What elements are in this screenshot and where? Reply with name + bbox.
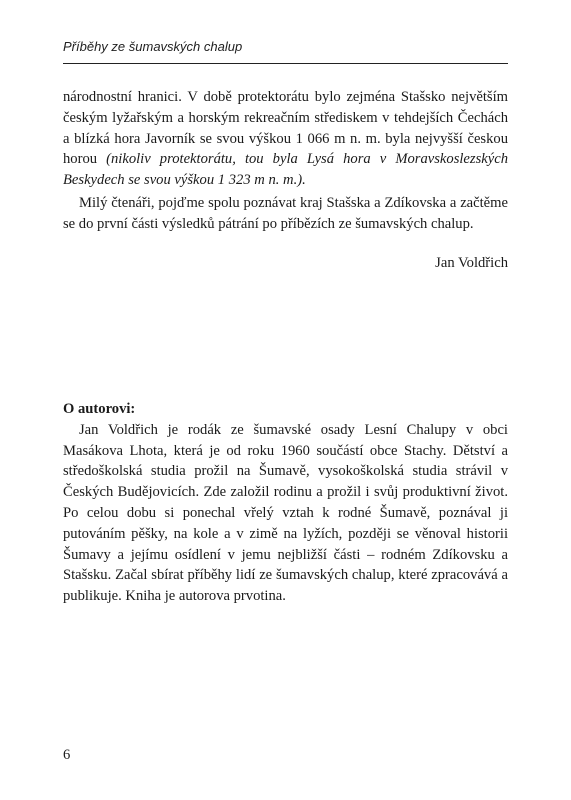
about-text: Jan Voldřich je rodák ze šumavské osady Lesní Chalupy v obci Masákova Lhota, která je od roku 1960 součástí obce Stachy. Dětství a středoškolská studia prožil na Šumavě, vysokoškolská studia strávil v Českých Budějovicích. Zde založil rodinu a prožil i svůj produktivní život. Po celou dobu si ponechal vřelý vztah k rodné Šumavě, poznával ji putováním pěšky, na kole a v zimě na lyžích, později se věnoval historii Šumavy a jejímu osídlení v jemu nejbližší části – rodném Zdíkovsku a Stašsku. Začal sbírat příběhy lidí ze šumavských chalup, které zpracovává a publikuje. Kniha je autorova prvotina.: [63, 421, 508, 605]
paragraph-italic-note: (nikoliv protektorátu, tou byla Lysá hora v Moravskoslezských Beskydech se svou výškou 1 323 m n. m.).: [63, 151, 508, 189]
about-author-section: [63, 399, 508, 607]
paragraph-text: národnostní hranici. V době protektorátu bylo zejména Stašsko největším českým lyžařským a horským rekreačním střediskem v tehdejších Čechách a blízká hora Javorník se svou výškou 1 066 m n. m. byla nejvyšší českou horou: [63, 89, 508, 168]
about-heading: O autorovi:: [63, 401, 136, 417]
page-number: 6: [63, 747, 71, 763]
header-divider: [63, 63, 508, 64]
paragraph-continuation: [63, 87, 508, 191]
running-header-title: Příběhy ze šumavských chalup: [63, 39, 243, 54]
paragraph-invitation: Milý čtenáři, pojďme spolu poznávat kraj Stašska a Zdíkovska a začtěme se do první části výsledků pátrání po příbězích ze šumavských chalup.: [63, 195, 508, 232]
author-signature: Jan Voldřich: [435, 255, 508, 271]
